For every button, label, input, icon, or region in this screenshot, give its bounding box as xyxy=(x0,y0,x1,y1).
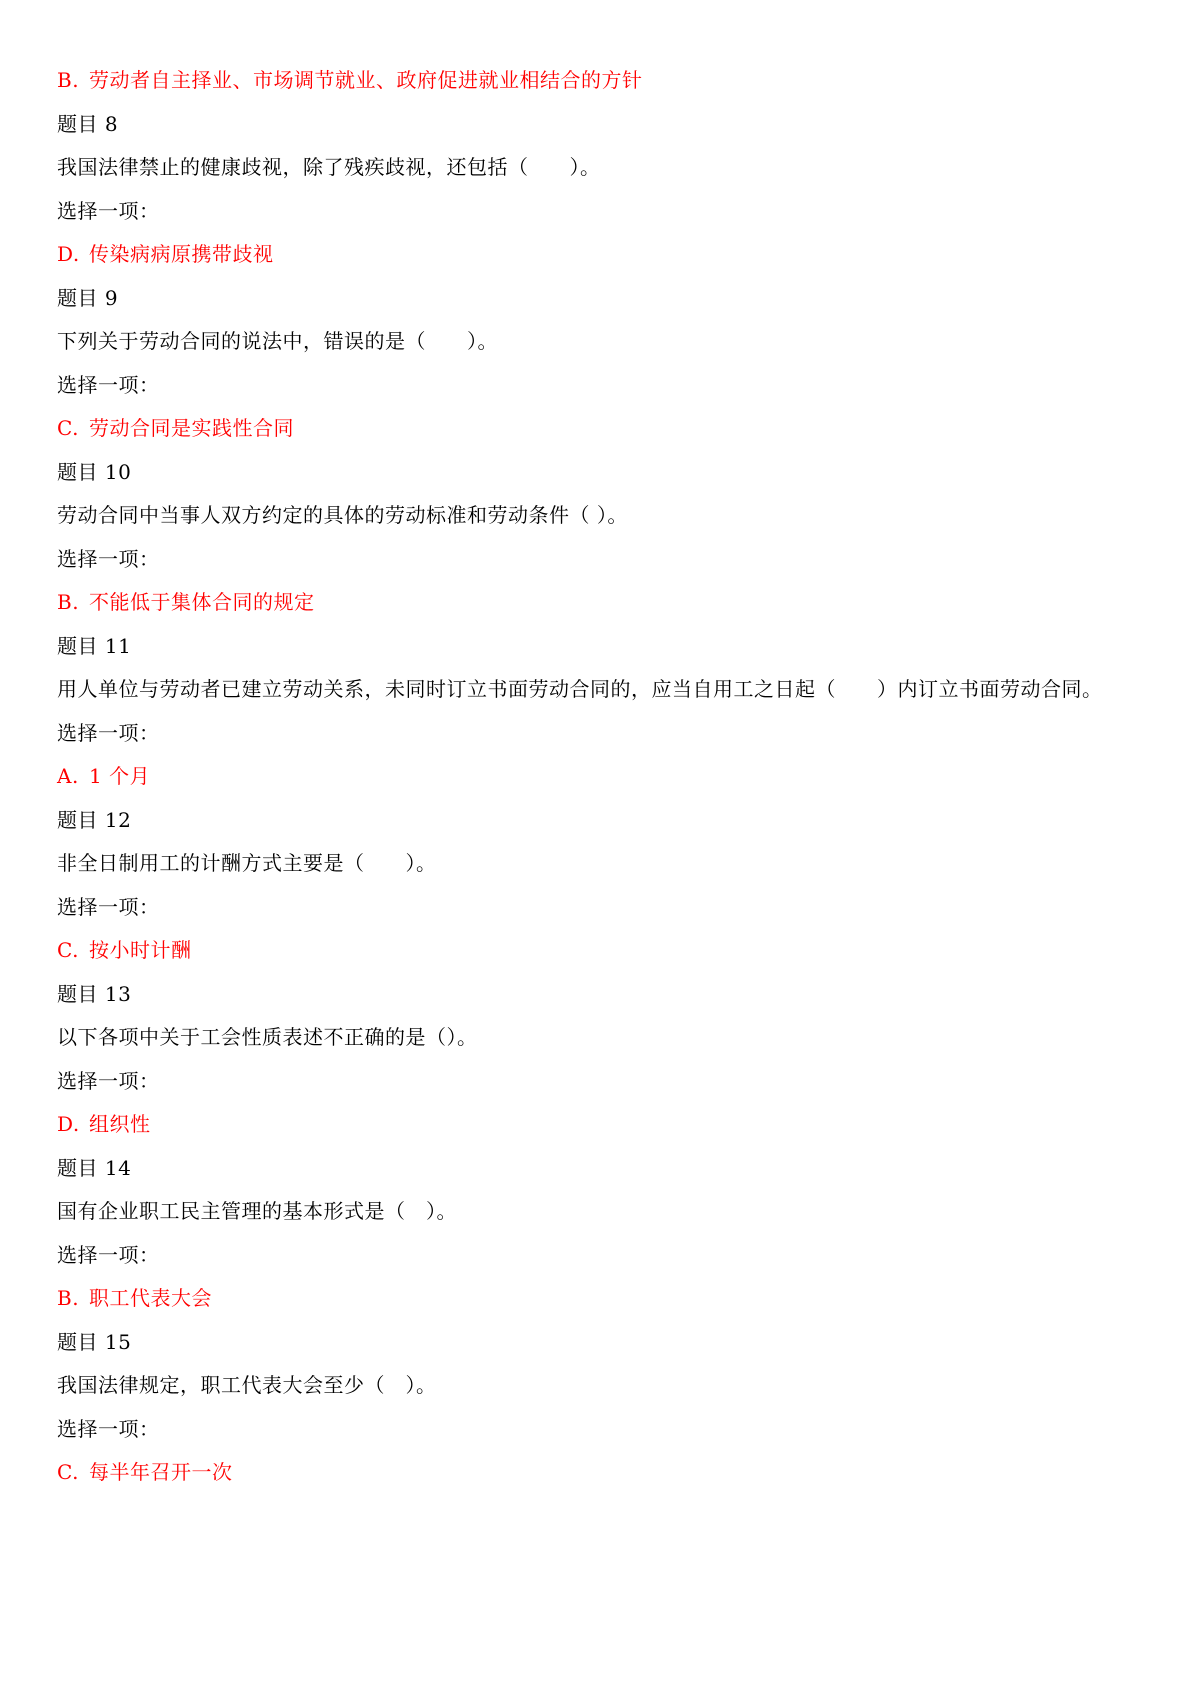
answer-line xyxy=(57,66,643,94)
question-title: 题目 13 xyxy=(57,982,132,1006)
question-title: 题目 14 xyxy=(57,1156,132,1180)
answer-text: 1 个月 xyxy=(89,764,151,788)
question-title: 题目 11 xyxy=(57,634,132,658)
question-title: 题目 15 xyxy=(57,1330,132,1354)
answer-text: 组织性 xyxy=(89,1112,151,1136)
answer-text: 不能低于集体合同的规定 xyxy=(89,590,315,614)
answer-text: 职工代表大会 xyxy=(89,1286,212,1310)
answer-line xyxy=(57,588,315,616)
answer-option-letter: C. xyxy=(57,416,79,440)
answer-line xyxy=(57,1284,212,1312)
choose-one-prompt: 选择一项： xyxy=(57,721,160,745)
choose-one-prompt: 选择一项： xyxy=(57,373,160,397)
answer-option-letter: B. xyxy=(57,68,80,92)
question-title: 题目 9 xyxy=(57,286,119,310)
answer-text: 传染病病原携带歧视 xyxy=(89,242,274,266)
question-text: 我国法律禁止的健康歧视，除了残疾歧视，还包括（ ）。 xyxy=(57,155,601,179)
choose-one-prompt: 选择一项： xyxy=(57,1069,160,1093)
answer-line xyxy=(57,1458,233,1486)
choose-one-prompt: 选择一项： xyxy=(57,547,160,571)
answer-text: 劳动者自主择业、市场调节就业、政府促进就业相结合的方针 xyxy=(89,68,643,92)
question-text: 劳动合同中当事人双方约定的具体的劳动标准和劳动条件（ ）。 xyxy=(57,503,628,527)
question-text: 国有企业职工民主管理的基本形式是（ ）。 xyxy=(57,1199,457,1223)
choose-one-prompt: 选择一项： xyxy=(57,1243,160,1267)
question-title: 题目 12 xyxy=(57,808,132,832)
answer-line xyxy=(57,1110,151,1138)
choose-one-prompt: 选择一项： xyxy=(57,1417,160,1441)
answer-option-letter: C. xyxy=(57,938,79,962)
choose-one-prompt: 选择一项： xyxy=(57,895,160,919)
question-text: 用人单位与劳动者已建立劳动关系，未同时订立书面劳动合同的，应当自用工之日起（ ）内订立书面劳动合同。 xyxy=(57,677,1103,701)
question-text: 下列关于劳动合同的说法中，错误的是（ ）。 xyxy=(57,329,498,353)
answer-option-letter: D. xyxy=(57,1112,80,1136)
answer-option-letter: C. xyxy=(57,1460,79,1484)
answer-option-letter: D. xyxy=(57,242,80,266)
answer-line xyxy=(57,240,274,268)
question-title: 题目 10 xyxy=(57,460,132,484)
answer-line xyxy=(57,762,150,790)
question-text: 我国法律规定，职工代表大会至少（ ）。 xyxy=(57,1373,437,1397)
question-text: 非全日制用工的计酬方式主要是（ ）。 xyxy=(57,851,437,875)
question-title: 题目 8 xyxy=(57,112,119,136)
answer-option-letter: B. xyxy=(57,1286,80,1310)
answer-text: 劳动合同是实践性合同 xyxy=(89,416,294,440)
answer-text: 每半年召开一次 xyxy=(89,1460,233,1484)
answer-option-letter: A. xyxy=(57,764,79,788)
answer-text: 按小时计酬 xyxy=(89,938,192,962)
answer-line xyxy=(57,936,192,964)
answer-line xyxy=(57,414,294,442)
answer-option-letter: B. xyxy=(57,590,80,614)
choose-one-prompt: 选择一项： xyxy=(57,199,160,223)
question-text: 以下各项中关于工会性质表述不正确的是（）。 xyxy=(57,1025,478,1049)
